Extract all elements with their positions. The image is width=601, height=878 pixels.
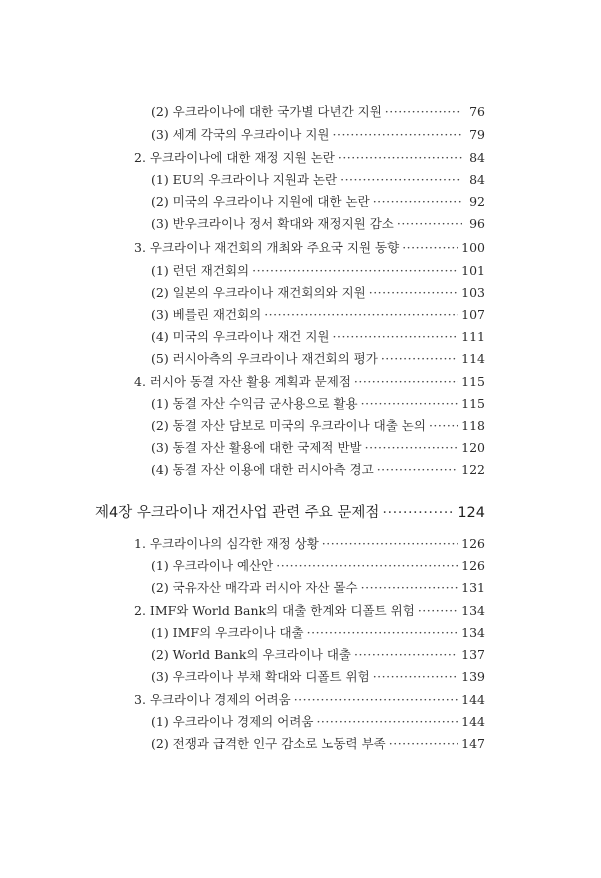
toc-leader-dots (365, 440, 459, 456)
toc-page-number: 139 (461, 669, 485, 684)
toc-entry (151, 714, 485, 730)
toc-entry-title: (1) IMF의 우크라이나 대출 (151, 625, 304, 640)
toc-entry (151, 736, 485, 752)
toc-entry (151, 194, 485, 210)
toc-entry (151, 307, 485, 323)
toc-entry-title: (2) World Bank의 우크라이나 대출 (151, 647, 351, 662)
toc-entry-title: (3) 반우크라이나 정서 확대와 재정지원 감소 (151, 216, 394, 231)
toc-leader-dots (382, 504, 454, 522)
toc-entry (151, 440, 485, 456)
toc-entry (134, 536, 485, 552)
toc-page-number: 101 (461, 263, 485, 278)
toc-page-number: 134 (461, 625, 485, 640)
toc-page-number: 137 (461, 647, 485, 662)
toc-chapter-heading (95, 504, 485, 522)
toc-entry-title: (5) 러시아측의 우크라이나 재건회의 평가 (151, 351, 378, 366)
toc-page-number: 96 (469, 216, 485, 231)
toc-entry (151, 285, 485, 301)
toc-entry (151, 558, 485, 574)
toc-leader-dots (316, 714, 458, 730)
toc-page-number: 144 (461, 714, 485, 729)
toc-entry (151, 127, 485, 143)
toc-leader-dots (377, 462, 458, 478)
toc-entry (151, 647, 485, 663)
toc-page-number: 111 (461, 329, 485, 344)
toc-leader-dots (361, 580, 459, 596)
toc-page-number: 126 (461, 536, 485, 551)
toc-entry (151, 669, 485, 685)
toc-leader-dots (276, 558, 458, 574)
toc-leader-dots (294, 692, 458, 708)
toc-entry-title: (1) 런던 재건회의 (151, 263, 250, 278)
toc-leader-dots (333, 329, 459, 345)
toc-entry-title: (1) 우크라이나 예산안 (151, 558, 274, 573)
toc-entry (151, 396, 485, 412)
toc-leader-dots (397, 216, 462, 232)
toc-page-number: 100 (461, 240, 485, 255)
toc-leader-dots (418, 603, 458, 619)
toc-leader-dots (402, 240, 458, 256)
toc-entry-title: (3) 동결 자산 활용에 대한 국제적 반발 (151, 440, 362, 455)
toc-entry-title: (1) 우크라이나 경제의 어려움 (151, 714, 314, 729)
toc-entry-title: (2) 미국의 우크라이나 지원에 대한 논란 (151, 194, 370, 209)
toc-page-number: 84 (469, 150, 485, 165)
toc-leader-dots (373, 194, 462, 210)
toc-leader-dots (322, 536, 458, 552)
toc-leader-dots (252, 263, 458, 279)
toc-leader-dots (333, 127, 462, 143)
toc-entry-title: (3) 베를린 재건회의 (151, 307, 262, 322)
toc-page-number: 124 (457, 505, 485, 521)
toc-page-number: 120 (461, 440, 485, 455)
toc-entry-title: 3. 우크라이나 재건회의 개최와 주요국 지원 동향 (134, 240, 400, 255)
toc-entry (134, 692, 485, 708)
toc-page-number: 144 (461, 692, 485, 707)
toc-entry (151, 172, 485, 188)
toc-entry-title: (1) 동결 자산 수익금 군사용으로 활용 (151, 396, 358, 411)
toc-page-number: 114 (461, 351, 485, 366)
toc-leader-dots (373, 669, 458, 685)
toc-leader-dots (264, 307, 458, 323)
toc-entry (134, 240, 485, 256)
toc-page-number: 131 (461, 580, 485, 595)
toc-page-number: 103 (461, 285, 485, 300)
toc-leader-dots (354, 647, 458, 663)
toc-entry (151, 263, 485, 279)
toc-page-number: 147 (461, 736, 485, 751)
toc-page-number: 134 (461, 603, 485, 618)
toc-leader-dots (389, 736, 458, 752)
toc-entry-title: (3) 세계 각국의 우크라이나 지원 (151, 127, 330, 142)
toc-leader-dots (429, 418, 458, 434)
toc-entry (151, 329, 485, 345)
toc-entry (151, 462, 485, 478)
toc-page-number: 92 (469, 194, 485, 209)
toc-leader-dots (361, 396, 459, 412)
toc-page-number: 76 (469, 104, 485, 119)
toc-leader-dots (354, 374, 458, 390)
toc-page-number: 115 (461, 374, 485, 389)
toc-page-number: 79 (469, 127, 485, 142)
toc-page-number: 118 (461, 418, 485, 433)
toc-entry-title: (2) 국유자산 매각과 러시아 자산 몰수 (151, 580, 358, 595)
toc-entry-title: (1) EU의 우크라이나 지원과 논란 (151, 172, 338, 187)
toc-entry (134, 603, 485, 619)
toc-page-number: 115 (461, 396, 485, 411)
toc-entry (151, 216, 485, 232)
toc-leader-dots (338, 150, 462, 166)
toc-page-number: 126 (461, 558, 485, 573)
toc-entry-title: (3) 우크라이나 부채 확대와 디폴트 위험 (151, 669, 370, 684)
toc-leader-dots (381, 351, 458, 367)
toc-entry (134, 150, 485, 166)
toc-entry-title: (4) 미국의 우크라이나 재건 지원 (151, 329, 330, 344)
toc-entry (151, 351, 485, 367)
toc-entry-title: (4) 동결 자산 이용에 대한 러시아측 경고 (151, 462, 374, 477)
toc-entry (151, 418, 485, 434)
toc-leader-dots (369, 285, 458, 301)
toc-entry-title: 3. 우크라이나 경제의 어려움 (134, 692, 291, 707)
toc-entry-title: (2) 우크라이나에 대한 국가별 다년간 지원 (151, 104, 382, 119)
toc-leader-dots (307, 625, 459, 641)
toc-entry-title: (2) 전쟁과 급격한 인구 감소로 노동력 부족 (151, 736, 386, 751)
toc-entry (151, 580, 485, 596)
toc-entry-title: 2. IMF와 World Bank의 대출 한계와 디폴트 위험 (134, 603, 415, 618)
toc-entry-title: (2) 일본의 우크라이나 재건회의와 지원 (151, 285, 366, 300)
toc-entry (151, 625, 485, 641)
toc-entry-title: 1. 우크라이나의 심각한 재정 상황 (134, 536, 319, 551)
toc-entry-title: 4. 러시아 동결 자산 활용 계획과 문제점 (134, 374, 351, 389)
toc-page-number: 84 (469, 172, 485, 187)
toc-entry-title: 2. 우크라이나에 대한 재정 지원 논란 (134, 150, 335, 165)
toc-page-number: 122 (461, 462, 485, 477)
toc-entry (134, 374, 485, 390)
toc-entry-title: 제4장 우크라이나 재건사업 관련 주요 문제점 (95, 505, 380, 521)
toc-entry (151, 104, 485, 120)
toc-leader-dots (385, 104, 462, 120)
toc-entry-title: (2) 동결 자산 담보로 미국의 우크라이나 대출 논의 (151, 418, 426, 433)
toc-leader-dots (340, 172, 462, 188)
toc-page-number: 107 (461, 307, 485, 322)
